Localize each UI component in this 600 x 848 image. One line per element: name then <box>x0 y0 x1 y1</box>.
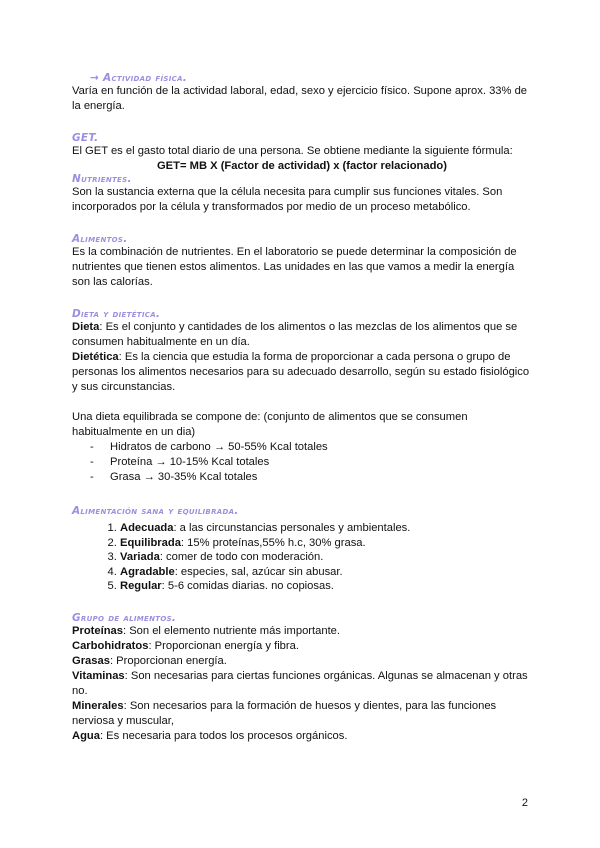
list-item-text: : a las circunstancias personales y ambientales. <box>173 522 411 534</box>
paragraph-nutrientes: Son la sustancia externa que la célula necesita para cumplir sus funciones vitales. Son incorporados por la célula y transformados por medio de un proceso metabólico. <box>72 186 503 213</box>
section-alimentacion <box>72 505 532 594</box>
paragraph-dieta <box>72 320 532 350</box>
list-item-text: : 5-6 comidas diarias. no copiosas. <box>161 580 334 592</box>
heading-alimentos: Alimentos. <box>72 233 128 245</box>
grupo-item-term: Proteínas <box>72 624 123 637</box>
list-item-text: : 15% proteínas,55% h.c, 30% grasa. <box>180 536 366 549</box>
grupo-item <box>72 624 532 639</box>
list-item: - Grasa → 30-35% Kcal totales <box>90 470 532 485</box>
page-number: 2 <box>521 797 528 809</box>
heading-dieta: Dieta y dietética. <box>72 308 161 320</box>
text-dieta: : Es el conjunto y cantidades de los alimentos o las mezclas de los alimentos que se consumen habitualmente en un día. <box>72 321 518 348</box>
list-item <box>120 521 532 536</box>
grupo-item-term: Carbohidratos <box>72 639 149 652</box>
grupo-item-text: : Son el elemento nutriente más importante. <box>122 624 341 637</box>
list-item <box>120 565 532 580</box>
paragraph-alimentos: Es la combinación de nutrientes. En el laboratorio se puede determinar la composición de nutrientes que tienen estos alimentos. Las unidades en las que vamos a medir la energía son las calorías. <box>72 246 517 288</box>
grupo-item <box>72 654 532 669</box>
grupo-item-text: : Son necesarios para la formación de huesos y dientes, para las funciones nerviosa y muscular, <box>72 699 497 727</box>
term-dietetica: Dietética <box>72 351 119 363</box>
grupo-item-term: Grasas <box>72 654 110 667</box>
grupo-item-text: : Son necesarias para ciertas funciones orgánicas. Algunas se almacenan y otras no. <box>72 669 528 697</box>
grupo-item <box>72 639 532 654</box>
grupo-item <box>72 729 532 744</box>
grupo-item-text: : Proporcionan energía. <box>109 654 227 667</box>
grupo-item-text: : Es necesaria para todos los procesos orgánicos. <box>99 729 348 742</box>
section-actividad-fisica <box>72 72 532 114</box>
dieta-composition-list <box>72 440 532 485</box>
section-grupo-alimentos <box>72 612 532 744</box>
get-formula: GET= MB X (Factor de actividad) x (factor relacionado) <box>156 160 447 172</box>
grupo-item <box>72 669 532 699</box>
grupo-item <box>72 699 532 729</box>
list-item <box>120 579 532 594</box>
grupo-item-term: Agua <box>72 729 100 742</box>
list-item: - Proteína → 10-15% Kcal totales <box>90 455 532 470</box>
grupo-item-term: Vitaminas <box>72 669 125 682</box>
list-item <box>120 550 532 565</box>
list-item-text: : comer de todo con moderación. <box>159 551 324 563</box>
text-dietetica: : Es la ciencia que estudia la forma de proporcionar a cada persona o grupo de personas los alimentos necesarios para su adecuado desarrollo, según su estado fisiológico y sus circunstancias. <box>72 351 530 393</box>
list-item-term: Adecuada <box>120 522 174 534</box>
paragraph-get: El GET es el gasto total diario de una persona. Se obtiene mediante la siguiente fórmula: <box>72 145 513 157</box>
grupo-item-text: : Proporcionan energía y fibra. <box>148 639 299 652</box>
heading-actividad-fisica: → Actividad física. <box>90 72 188 84</box>
list-item-term: Agradable <box>120 565 175 578</box>
term-dieta: Dieta <box>72 321 100 333</box>
section-nutrientes <box>72 173 532 215</box>
section-alimentos <box>72 233 532 290</box>
heading-alimentacion: Alimentación sana y equilibrada. <box>72 505 239 517</box>
heading-nutrientes: Nutrientes. <box>72 173 132 185</box>
heading-grupo-alimentos: Grupo de alimentos. <box>72 611 177 624</box>
section-dieta <box>72 308 532 485</box>
list-item <box>120 536 532 551</box>
list-item-term: Equilibrada <box>120 536 181 549</box>
list-item-term: Variada <box>120 551 160 563</box>
paragraph-dieta-equilibrada: Una dieta equilibrada se compone de: (conjunto de alimentos que se consumen habitualmente en un dia) <box>72 411 468 438</box>
section-get <box>72 132 532 173</box>
grupo-item-term: Minerales <box>72 699 124 712</box>
list-item-text: : especies, sal, azúcar sin abusar. <box>174 565 343 578</box>
list-item-term: Regular <box>120 580 162 592</box>
list-item: - Hidratos de carbono → 50-55% Kcal totales <box>90 440 532 455</box>
alimentacion-list <box>72 521 532 594</box>
paragraph-actividad: Varía en función de la actividad laboral, edad, sexo y ejercicio físico. Supone aprox. 33% de la energía. <box>72 85 528 112</box>
page-content <box>72 72 532 744</box>
heading-get: GET. <box>72 132 99 144</box>
paragraph-dietetica <box>72 350 532 395</box>
